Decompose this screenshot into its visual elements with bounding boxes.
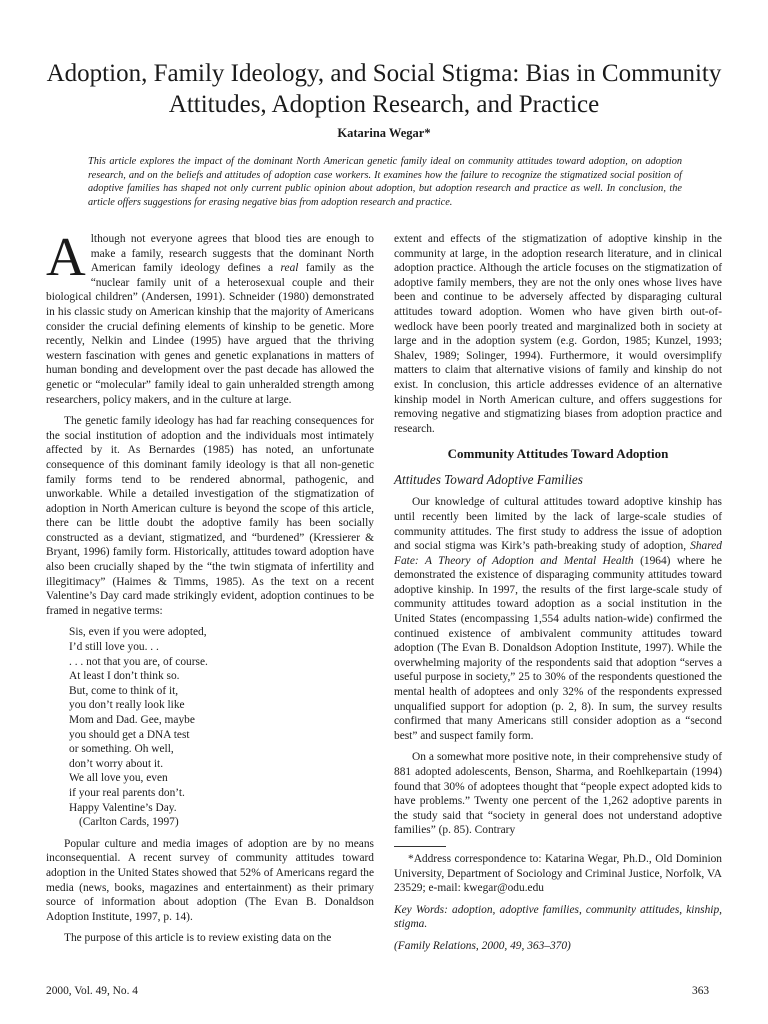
body-paragraph: On a somewhat more positive note, in their comprehensive study of 881 adopted adolescents, Benson, Sharma, and Roehlkepartain (1994) found that 30% of adoptees thought that “people expect adopted kids to have problems.” Twenty one percent of the 1,262 adoptive parents in the study said that “society in general does not understand adoptive families” (p. 85). Contrary <box>394 751 722 837</box>
subsection-heading: Attitudes Toward Adoptive Families <box>394 472 583 488</box>
body-paragraph: Our knowledge of cultural attitudes toward adoptive kinship has until recently been limited by the lack of large-scale studies of community attitudes. The first study to address the issue of adoption and social stigma was Kirk’s path-breaking study of adoption, Shared Fate: A Theory of Adoption and Mental Health (1964) where he demonstrated the existence of disparaging community attitudes toward adoptive kinship. In 1997, the results of the first large-scale study of community attitudes toward adoption as a social institution in the United States (encompassing 1,554 adults nation-wide) confirmed the continued existence of ambivalent community attitudes toward adoption (The Evan B. Donaldson Adoption Institute, 1997). While the overwhelming majority of the respondents said that adoption “serves a useful purpose in society,” 25 to 30% of the respondents questioned the mental health of adoptees and only 32% of the respondents expressed unqualified support for adoption (p. 2, 8). In sum, the survey results confirmed that many Americans still consider adoption as a “second best” and suspect family form. <box>394 496 722 742</box>
abstract: This article explores the impact of the dominant North American genetic family ideal on community attitudes toward adoption, on adoption research, and on the beliefs and attitudes of adoption case workers. It examines how the failure to recognize the stigmatized social position of adoptive families has shaped not only current public opinion about adoption, but adoption research and practice as well. In conclusion, the article offers suggestions for erasing negative bias from adoption research and practice. <box>88 156 682 208</box>
left-column <box>46 226 374 953</box>
poem-line: don’t worry about it. <box>69 757 164 770</box>
body-paragraph: The genetic family ideology has had far reaching consequences for the social institution of adoption and the individuals most intimately affected by it. As Bernardes (1985) has noted, an unfortunate consequence of this dominant family ideology is that all non-genetic family forms tend to be rendered abnormal, pathogenic, and unworkable. While a detailed investigation of the stigmatization of adoption in North American culture is beyond the scope of this article, there can be little doubt the adoptive family has been socially constructed as a deviant, stigmatized, and “burdened” (Kressierer & Bryant, 1996) family form. Historically, attitudes toward adoption have also been crucially shaped by the “the twin stigmata of infertility and illegitimacy” (Haimes & Timms, 1985). As the text on a recent Valentine’s Day card made strikingly evident, adoption continues to be framed in negative terms: <box>46 415 374 617</box>
poem-line: . . . not that you are, of course. <box>69 655 208 668</box>
poem-line: But, come to think of it, <box>69 684 179 697</box>
poem-line: if your real parents don’t. <box>69 786 185 799</box>
poem-line: you should get a DNA test <box>69 728 190 741</box>
poem-line: Mom and Dad. Gee, maybe <box>69 714 195 726</box>
body-paragraph: extent and effects of the stigmatization of adoptive kinship in the community at large, in the adoption research literature, and in clinical adoption practice. Although the article focuses on the stigmatization of adoptive family members, they are not the only ones whose lives have been and continue to be adversely affected by disparaging cultural attitudes toward adoption. Women who have given birth out-of-wedlock have been poorly treated and marginalized both in society at large and in the adoption system (e.g. Gordon, 1985; Kunzel, 1993; Shalev, 1989; Solinger, 1994). Furthermore, it would oversimplify matters to claim that alternative visions of family and kinship do not exist. In conclusion, this article addresses evidence of an alternative kinship model in North American culture, and offers suggestions for removing negative and stigmatizing biases from adoption practice and research. <box>394 233 722 435</box>
keywords: Key Words: adoption, adoptive families, community attitudes, kinship, stigma. <box>394 903 722 931</box>
poem-line: I’d still love you. . . <box>69 641 159 654</box>
intro-paragraph: Although not everyone agrees that blood ties are enough to make a family, research suggests that the dominant North American family ideology defines a real family as the “nuclear family unit of a heterosexual couple and their biological children” (Andersen, 1991). Schneider (1980) demonstrated in his classic study on American kinship that the majority of Americans consider the crucial defining elements of kinship to be genetic. More recently, Nelkin and Lindee (1995) have argued that the thriving western fascination with genes and genetic explanations in matters of human bonding and development over the past decade has allowed the genetic or “molecular” family ideal to gain unheralded strength among researchers, policy makers, and in the culture at large. <box>46 226 374 406</box>
section-heading: Community Attitudes Toward Adoption <box>447 446 669 462</box>
author-name: Katarina Wegar* <box>337 126 431 140</box>
footnote-divider <box>394 846 446 847</box>
poem-line: At least I don’t think so. <box>69 670 180 683</box>
poem-line: Sis, even if you were adopted, <box>69 626 207 639</box>
poem-line: Happy Valentine’s Day. <box>69 801 177 814</box>
poem-line: you don’t really look like <box>69 699 185 712</box>
journal-citation: (Family Relations, 2000, 49, 363–370) <box>394 939 571 952</box>
article-title: Adoption, Family Ideology, and Social Stigma: Bias in Community Attitudes, Adoption Research, and Practice <box>46 60 722 118</box>
footnote: *Address correspondence to: Katarina Wegar, Ph.D., Old Dominion University, Department of Sociology and Criminal Justice, Norfolk, VA 23529; e-mail: kwegar@odu.edu <box>394 852 722 895</box>
right-column <box>394 232 722 961</box>
body-paragraph: Popular culture and media images of adoption are by no means inconsequential. A recent survey of community attitudes toward adoption in the United States showed that 52% of Americans regard the media (news, books, magazines and entertainment) as their primary source of information about adoption (The Evan B. Donaldson Adoption Institute, 1997, p. 14). <box>46 837 374 923</box>
page-number: 363 <box>692 985 710 997</box>
poem-line: or something. Oh well, <box>69 743 174 756</box>
body-paragraph: The purpose of this article is to review existing data on the <box>64 932 332 945</box>
valentine-poem <box>69 625 374 829</box>
drop-cap: A <box>46 226 86 287</box>
footer-volume: 2000, Vol. 49, No. 4 <box>46 985 138 997</box>
poem-citation: (Carlton Cards, 1997) <box>79 816 179 829</box>
poem-line: We all love you, even <box>69 772 168 785</box>
